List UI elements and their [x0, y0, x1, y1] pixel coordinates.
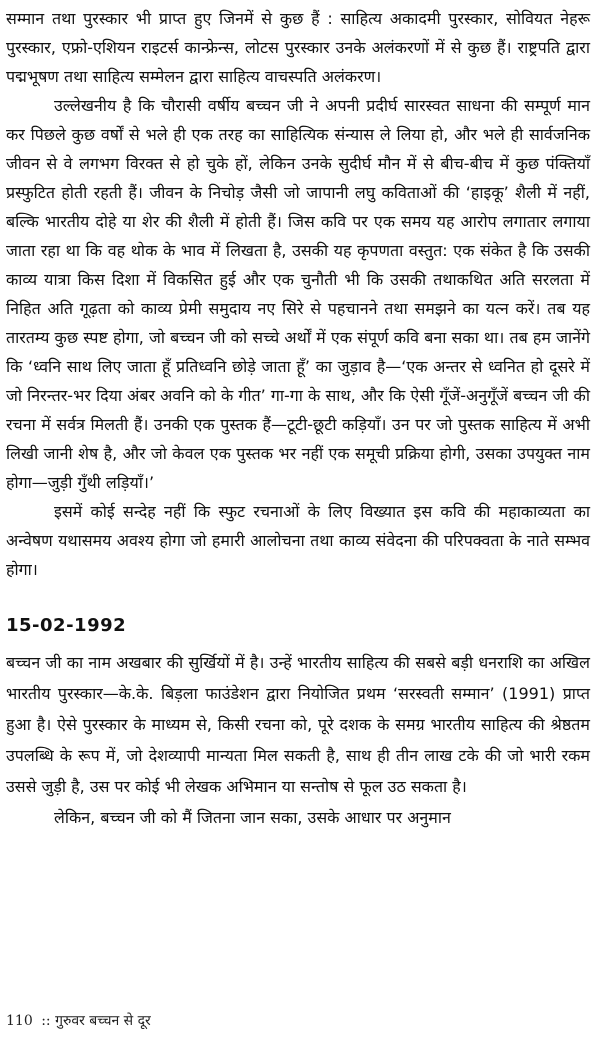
book-page — [6, 4, 590, 833]
entry-date-heading: 15-02-1992 — [6, 615, 127, 636]
paragraph-saraswati-samman: बच्चन जी का नाम अखबार की सुर्खियों में है। उन्हें भारतीय साहित्य की सबसे बड़ी धनराशि का अखिल भारतीय पुरस्कार—के.के. बिड़ला फाउंडेशन द्वारा नियोजित प्रथम ‘सरस्वती सम्मान’ (1991) प्राप्त हुआ है। ऐसे पुरस्कार के माध्यम से, किसी रचना को, पूरे दशक के समग्र भारतीय साहित्य की श्रेष्ठतम उपलब्धि के रूप में, जो देशव्यापी मान्यता मिल सकती है, साथ ही तीन लाख टके की जो भारी रकम उससे जुड़ी है, उस पर कोई भी लेखक अभिमान या सन्तोष से फूल उठ सकता है। — [6, 653, 590, 796]
paragraph-continuation: लेकिन, बच्चन जी को मैं जितना जान सका, उसके आधार पर अनुमान — [54, 808, 451, 827]
paragraph-bachchan-silence: उल्लेखनीय है कि चौरासी वर्षीय बच्चन जी ने अपनी प्रदीर्घ सारस्वत साधना की सम्पूर्ण मान कर पिछले कुछ वर्षों से भले ही एक तरह का साहित्यिक संन्यास ले लिया हो, और भले ही सार्वजनिक जीवन से वे लगभग विरक्त से हो चुके हों, लेकिन उनके सुदीर्घ मौन में से बीच-बीच में कुछ पंक्तियाँ प्रस्फुटित होती रहती हैं। जीवन के निचोड़ जैसी जो जापानी लघु कविताओं की ‘हाइकू’ शैली में नहीं, बल्कि भारतीय दोहे या शेर की शैली में होती हैं। जिस कवि पर एक समय यह आरोप लगातार लगाया जाता रहा था कि वह थोक के भाव में लिखता है, उसकी यह कृपणता वस्तुत: एक संकेत है कि उसकी काव्य यात्रा किस दिशा में विकसित हुई और एक चुनौती भी कि उसकी तथाकथित अति सरलता में निहित अति गूढ़ता को काव्य प्रेमी समुदाय नए सिरे से पहचानने तथा समझने का यत्न करें। तब यह तारतम्य कुछ स्पष्ट होगा, जो बच्चन जी को सच्चे अर्थों में एक संपूर्ण कवि बना सका था। तब हम जानेंगे कि ‘ध्वनि साथ लिए जाता हूँ प्रतिध्वनि छोड़े जाता हूँ’ का जुड़ाव है—‘एक अन्तर से ध्वनित हो दूसरे में जो निरन्तर-भर दिया अंबर अवनि को के गीत’ गा-गा के साथ, और कि ऐसी गूँजें-अनुगूँजें बच्चन जी की रचना में सर्वत्र मिलती हैं। उनकी एक पुस्तक हैं—टूटी-छूटी कड़ियाँ। उन पर जो पुस्तक साहित्य में अभी लिखी जानी शेष है, और जो केवल एक पुस्तक भर नहीं एक समूची प्रक्रिया होगी, उसका उपयुक्त नाम होगा—जुड़ी गुँथी लड़ियाँ।’ — [6, 96, 590, 492]
page-footer — [6, 1010, 151, 1032]
paragraph-awards: सम्मान तथा पुरस्कार भी प्राप्त हुए जिनमें से कुछ हैं : साहित्य अकादमी पुरस्कार, सोवियत नेहरू पुरस्कार, एफ्रो-एशियन राइटर्स कान्फ्रेन्स, लोटस पुरस्कार उनके अलंकरणों में से कुछ हैं। राष्ट्रपति द्वारा पद्मभूषण तथा साहित्य सम्मेलन द्वारा साहित्य वाचस्पति अलंकरण। — [6, 9, 590, 86]
paragraph-epic-quality: इसमें कोई सन्देह नहीं कि स्फुट रचनाओं के लिए विख्यात इस कवि की महाकाव्यता का अन्वेषण यथासमय अवश्य होगा जो हमारी आलोचना तथा काव्य संवेदना की परिपक्वता के नाते सम्भव होगा। — [6, 502, 590, 579]
book-title: गुरुवर बच्चन से दूर — [55, 1013, 151, 1029]
footer-separator: :: — [41, 1013, 51, 1029]
page-number: 110 — [6, 1013, 33, 1029]
